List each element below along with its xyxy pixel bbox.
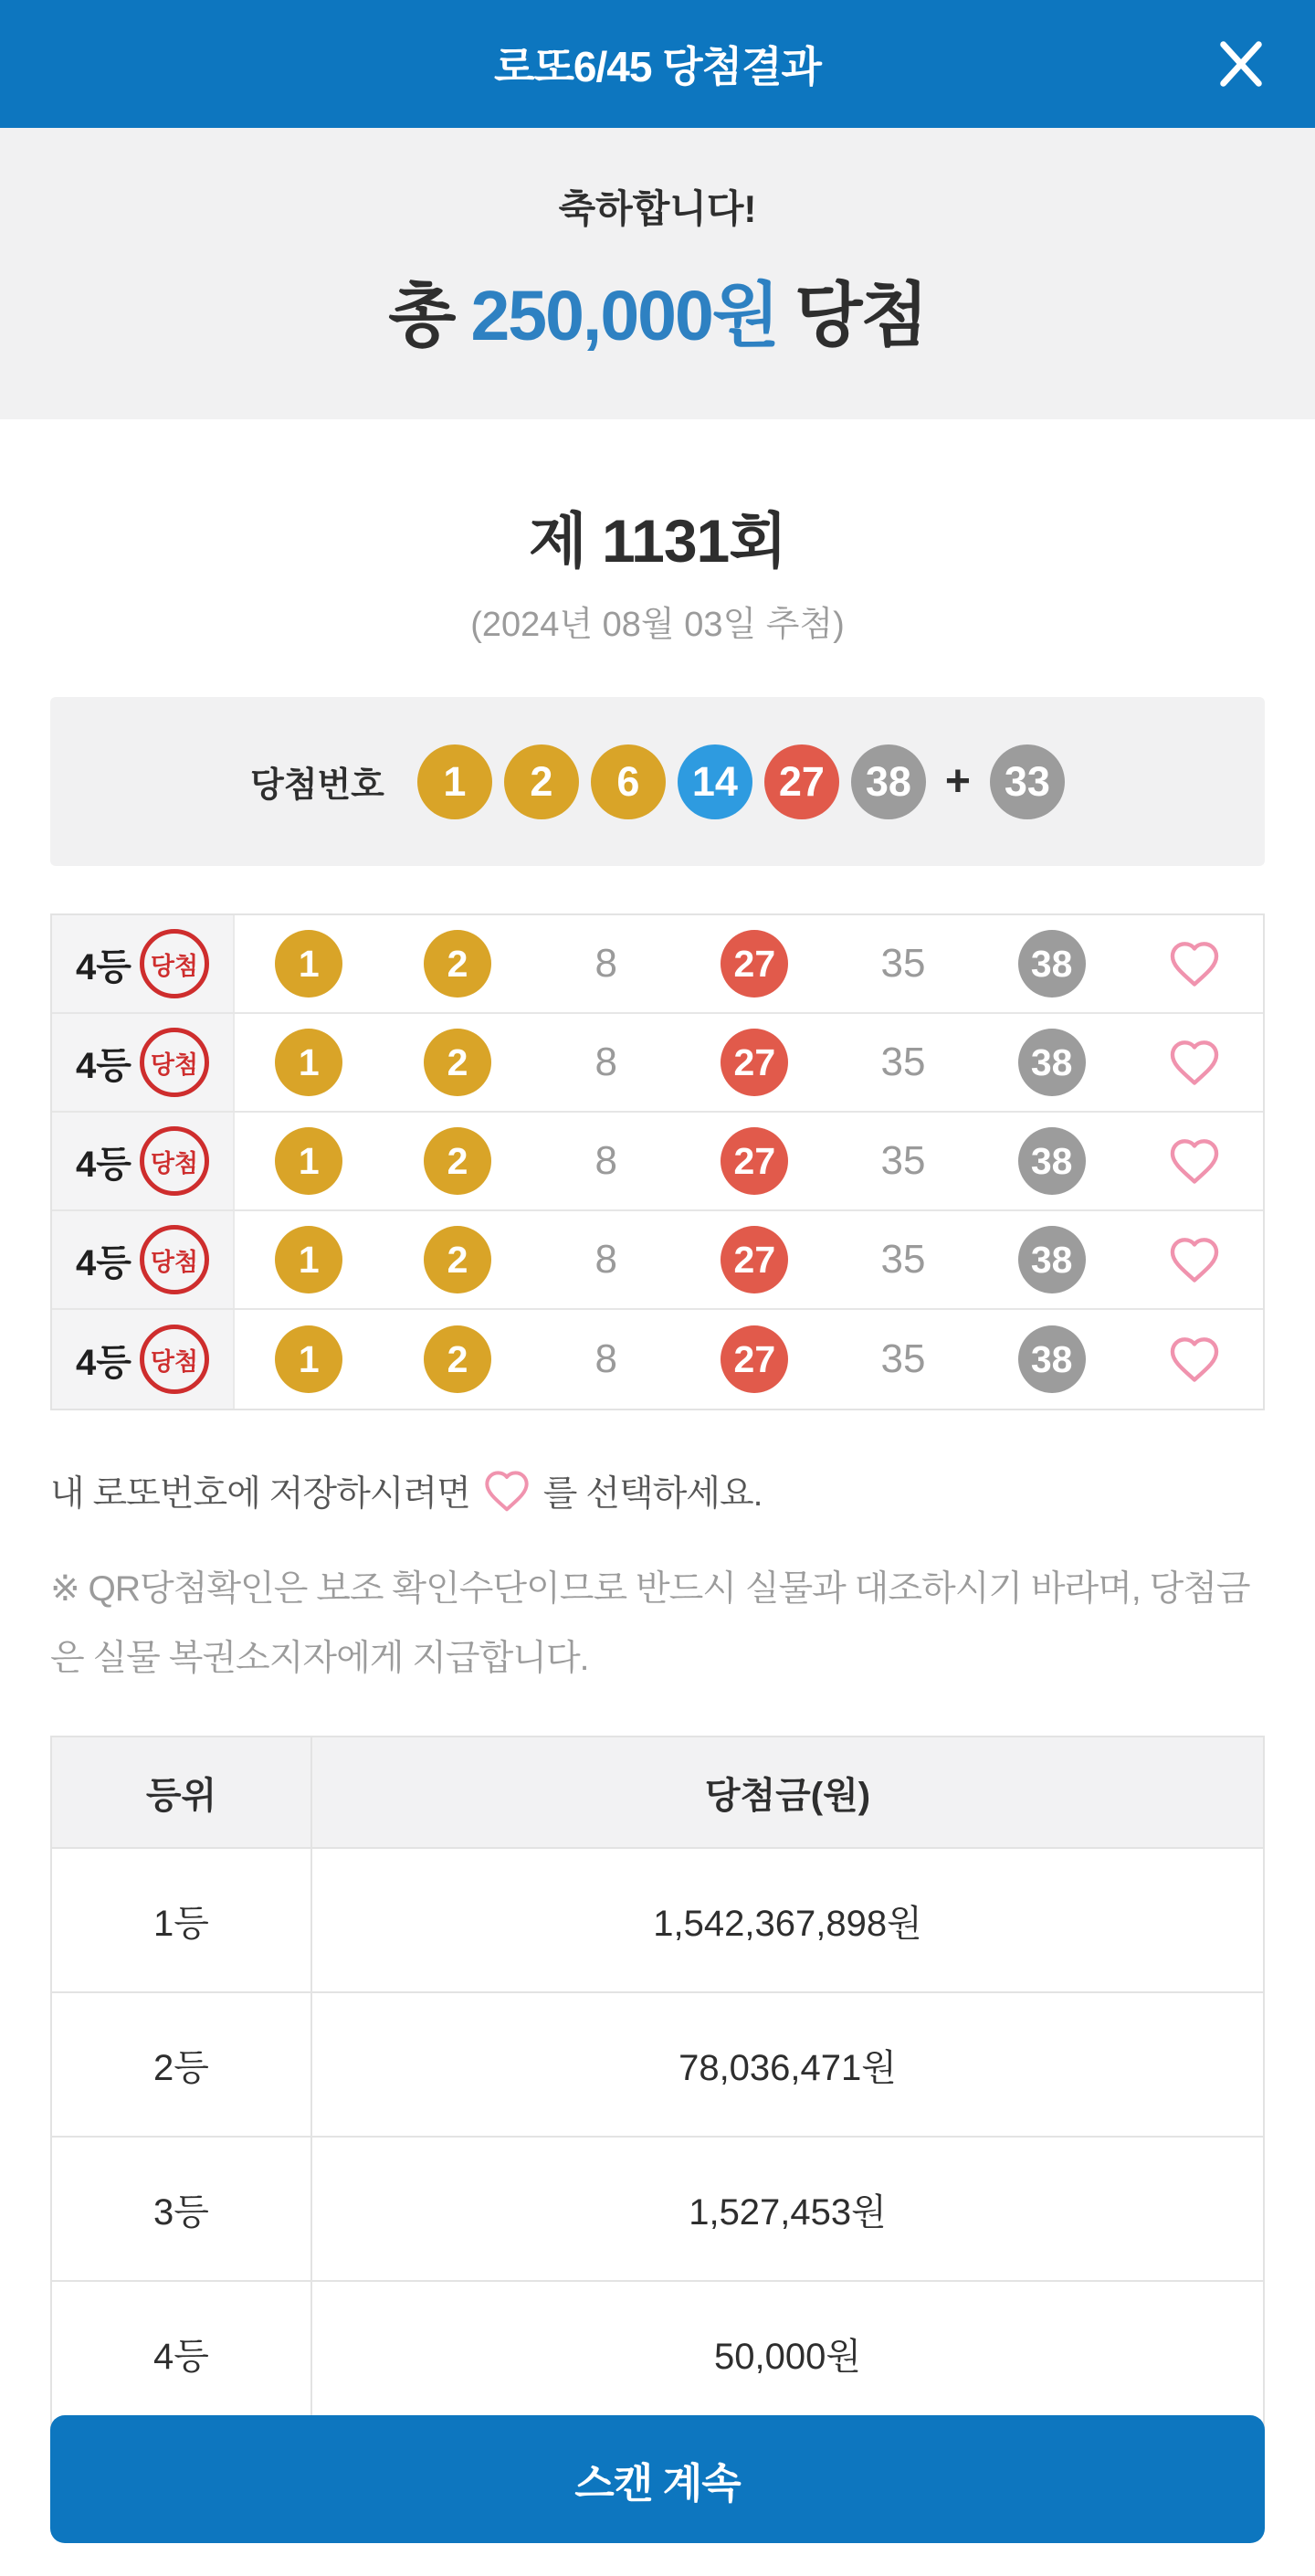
winning-balls xyxy=(417,744,1065,819)
unmatched-number: 35 xyxy=(880,1336,926,1381)
prize-amount-cell: 1,527,453원 xyxy=(689,2191,887,2233)
ticket-numbers xyxy=(235,1310,1126,1409)
win-badge: 당첨 xyxy=(140,1126,209,1196)
number-slot xyxy=(680,1325,829,1393)
ticket-results-table xyxy=(50,913,1265,1410)
number-slot xyxy=(531,1336,680,1382)
matched-number-ball: 2 xyxy=(424,930,491,998)
unmatched-number: 8 xyxy=(594,941,617,986)
prize-row xyxy=(52,2138,1263,2282)
prize-rank-cell: 2등 xyxy=(52,1993,312,2136)
save-heart-button[interactable] xyxy=(1126,1113,1263,1209)
number-slot xyxy=(829,1336,978,1382)
matched-number-ball: 38 xyxy=(1018,1226,1086,1293)
number-slot xyxy=(384,1226,532,1293)
ticket-numbers xyxy=(235,1113,1126,1209)
rank-cell xyxy=(52,1113,235,1209)
save-hint-after: 를 선택하세요. xyxy=(542,1474,763,1514)
heart-icon xyxy=(1166,1331,1223,1388)
lotto-ball: 1 xyxy=(417,744,492,819)
matched-number-ball: 38 xyxy=(1018,1029,1086,1096)
number-slot xyxy=(977,1325,1126,1393)
unmatched-number: 8 xyxy=(594,1138,617,1183)
matched-number-ball: 1 xyxy=(275,1029,342,1096)
rank-cell xyxy=(52,1014,235,1111)
prize-table-clip xyxy=(50,1736,1265,2466)
save-heart-button[interactable] xyxy=(1126,1310,1263,1409)
prize-table-body xyxy=(52,1849,1263,2466)
rank-label: 4등 xyxy=(76,1144,132,1185)
number-slot xyxy=(977,1127,1126,1195)
plus-sign: + xyxy=(944,757,971,806)
prize-amount-cell: 1,542,367,898원 xyxy=(653,1903,922,1944)
prize-row xyxy=(52,2282,1263,2426)
ticket-numbers xyxy=(235,1014,1126,1111)
rank-cell xyxy=(52,1211,235,1308)
number-slot xyxy=(977,1226,1126,1293)
lotto-ball: 38 xyxy=(851,744,926,819)
page-title: 로또6/45 당첨결과 xyxy=(494,43,821,90)
winning-numbers-label: 당첨번호 xyxy=(250,766,384,805)
matched-number-ball: 2 xyxy=(424,1226,491,1293)
congrats-banner xyxy=(0,128,1315,419)
rank-cell xyxy=(52,915,235,1012)
matched-number-ball: 1 xyxy=(275,1127,342,1195)
round-title: 제 1131회 xyxy=(528,507,787,575)
number-slot xyxy=(384,1029,532,1096)
total-prefix: 총 xyxy=(388,277,455,355)
total-win-line xyxy=(0,259,1315,361)
round-info xyxy=(0,492,1315,646)
number-slot xyxy=(531,941,680,987)
matched-number-ball: 27 xyxy=(721,930,788,998)
header xyxy=(0,0,1315,128)
rank-label: 4등 xyxy=(76,1045,132,1086)
bonus-ball: 33 xyxy=(990,744,1065,819)
number-slot xyxy=(384,930,532,998)
result-row xyxy=(52,1014,1263,1113)
result-row xyxy=(52,1113,1263,1211)
congrats-message: 축하합니다! xyxy=(558,187,757,230)
prize-header-rank: 등위 xyxy=(52,1737,312,1847)
unmatched-number: 35 xyxy=(880,941,926,986)
win-badge: 당첨 xyxy=(140,1325,209,1394)
matched-number-ball: 38 xyxy=(1018,1127,1086,1195)
heart-icon xyxy=(481,1465,532,1516)
number-slot xyxy=(680,930,829,998)
save-heart-button[interactable] xyxy=(1126,915,1263,1012)
save-heart-button[interactable] xyxy=(1126,1014,1263,1111)
prize-row xyxy=(52,1849,1263,1993)
prize-amount-cell: 78,036,471원 xyxy=(679,2047,897,2088)
close-button[interactable] xyxy=(1207,30,1275,98)
unmatched-number: 35 xyxy=(880,1040,926,1084)
prize-header-amount: 당첨금(원) xyxy=(704,1775,871,1816)
number-slot xyxy=(384,1325,532,1393)
save-hint-before: 내 로또번호에 저장하시려면 xyxy=(50,1474,470,1514)
prize-rank-cell: 4등 xyxy=(52,2282,312,2424)
result-row xyxy=(52,1211,1263,1310)
number-slot xyxy=(235,1127,384,1195)
matched-number-ball: 1 xyxy=(275,1226,342,1293)
prize-table xyxy=(50,1736,1265,2466)
number-slot xyxy=(829,941,978,987)
prize-rank-cell: 3등 xyxy=(52,2138,312,2280)
win-badge: 당첨 xyxy=(140,1225,209,1294)
heart-icon xyxy=(1166,1034,1223,1091)
ticket-numbers xyxy=(235,915,1126,1012)
matched-number-ball: 27 xyxy=(721,1029,788,1096)
unmatched-number: 8 xyxy=(594,1237,617,1282)
rank-label: 4등 xyxy=(76,1342,132,1383)
close-icon xyxy=(1213,36,1269,92)
heart-icon xyxy=(481,1465,532,1516)
number-slot xyxy=(531,1237,680,1283)
matched-number-ball: 27 xyxy=(721,1226,788,1293)
matched-number-ball: 2 xyxy=(424,1029,491,1096)
number-slot xyxy=(977,1029,1126,1096)
prize-row xyxy=(52,1993,1263,2138)
number-slot xyxy=(977,930,1126,998)
number-slot xyxy=(235,1325,384,1393)
matched-number-ball: 38 xyxy=(1018,1325,1086,1393)
heart-icon xyxy=(1166,1133,1223,1189)
matched-number-ball: 27 xyxy=(721,1127,788,1195)
total-suffix: 당첨 xyxy=(794,277,927,355)
number-slot xyxy=(235,1226,384,1293)
save-hint xyxy=(50,1465,1265,1516)
prize-amount-cell: 50,000원 xyxy=(714,2336,861,2377)
total-amount: 250,000원 xyxy=(470,277,779,355)
winning-numbers-panel xyxy=(50,697,1265,866)
ticket-numbers xyxy=(235,1211,1126,1308)
lotto-ball: 6 xyxy=(591,744,666,819)
rank-cell xyxy=(52,1310,235,1409)
number-slot xyxy=(680,1029,829,1096)
number-slot xyxy=(384,1127,532,1195)
lotto-ball: 27 xyxy=(764,744,839,819)
number-slot xyxy=(531,1040,680,1085)
matched-number-ball: 2 xyxy=(424,1325,491,1393)
number-slot xyxy=(829,1237,978,1283)
unmatched-number: 35 xyxy=(880,1138,926,1183)
unmatched-number: 8 xyxy=(594,1336,617,1381)
number-slot xyxy=(829,1138,978,1184)
lotto-ball: 14 xyxy=(678,744,752,819)
number-slot xyxy=(680,1127,829,1195)
unmatched-number: 35 xyxy=(880,1237,926,1282)
matched-number-ball: 38 xyxy=(1018,930,1086,998)
lotto-ball: 2 xyxy=(504,744,579,819)
number-slot xyxy=(531,1138,680,1184)
result-row xyxy=(52,915,1263,1014)
rank-label: 4등 xyxy=(76,946,132,987)
number-slot xyxy=(235,1029,384,1096)
number-slot xyxy=(829,1040,978,1085)
heart-icon xyxy=(1166,1231,1223,1288)
result-row xyxy=(52,1310,1263,1409)
prize-rank-cell: 1등 xyxy=(52,1849,312,1991)
matched-number-ball: 1 xyxy=(275,1325,342,1393)
qr-disclaimer: ※ QR당첨확인은 보조 확인수단이므로 반드시 실물과 대조하시기 바라며, 당첨금은 실물 복권소지자에게 지급합니다. xyxy=(50,1569,1250,1679)
matched-number-ball: 2 xyxy=(424,1127,491,1195)
rank-label: 4등 xyxy=(76,1242,132,1283)
heart-icon xyxy=(1166,935,1223,992)
number-slot xyxy=(235,930,384,998)
matched-number-ball: 1 xyxy=(275,930,342,998)
save-heart-button[interactable] xyxy=(1126,1211,1263,1308)
win-badge: 당첨 xyxy=(140,929,209,998)
prize-table-header xyxy=(52,1737,1263,1849)
number-slot xyxy=(680,1226,829,1293)
unmatched-number: 8 xyxy=(594,1040,617,1084)
draw-date: (2024년 08월 03일 추첨) xyxy=(470,606,845,644)
matched-number-ball: 27 xyxy=(721,1325,788,1393)
scan-continue-button[interactable]: 스캔 계속 xyxy=(50,2415,1265,2543)
win-badge: 당첨 xyxy=(140,1028,209,1097)
